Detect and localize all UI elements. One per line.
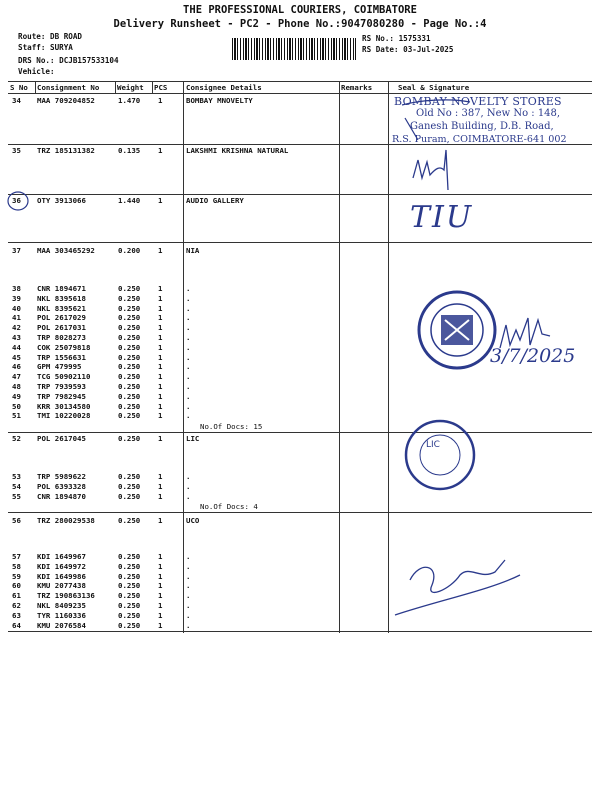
weight-cell: 0.250 [118, 284, 141, 293]
svg-text:LIC: LIC [426, 440, 440, 450]
weight-cell: 0.250 [118, 293, 141, 303]
column-header: Weight [117, 83, 144, 92]
rs-number: RS No.: 1575331 [362, 34, 431, 43]
pcs-cell: 1 [158, 411, 163, 421]
weight-cell: 0.250 [118, 434, 141, 443]
stamp-line3: Ganesh Building, D.B. Road, [410, 121, 554, 132]
stamp-line2: Old No : 387, New No : 148, [416, 108, 561, 119]
serial-cell: 63 [12, 610, 21, 620]
weight-cell: 0.250 [118, 411, 141, 421]
consignment-cell: CNR 1894671 [37, 284, 86, 293]
pcs-cell: 1 [158, 552, 163, 561]
serial-cell: 53 [12, 472, 21, 481]
pcs-cell: 1 [158, 303, 163, 313]
serial-cell: 44 [12, 342, 21, 352]
pcs-cell: 1 [158, 382, 163, 391]
consignment-cell: MAA 303465292 [37, 246, 95, 255]
pcs-cell: 1 [158, 96, 163, 105]
pcs-cell: 1 [158, 293, 163, 303]
pcs-cell: 1 [158, 391, 163, 401]
serial-cell: 56 [12, 516, 21, 525]
consignee-cell: . [186, 491, 191, 501]
consignee-cell: . [186, 342, 191, 352]
serial-cell: 38 [12, 284, 21, 293]
serial-cell: 34 [12, 96, 21, 105]
consignment-cell: MAA 709204852 [37, 96, 95, 105]
consignee-cell: . [186, 601, 191, 610]
signature-35 [413, 150, 448, 190]
serial-cell: 42 [12, 323, 21, 333]
consignee-cell: . [186, 552, 191, 561]
weight-cell: 0.250 [118, 571, 141, 581]
consignee-cell: . [186, 362, 191, 372]
weight-cell: 0.250 [118, 401, 141, 411]
consignment-cell: TRP 7982945 [37, 391, 86, 401]
consignment-cell: POL 2617045 [37, 434, 86, 443]
consignment-cell: NKL 8395621 [37, 303, 86, 313]
pcs-cell: 1 [158, 342, 163, 352]
serial-cell: 45 [12, 352, 21, 362]
consignee-cell: . [186, 610, 191, 620]
handwritten-tiu: TIU [410, 200, 474, 235]
serial-cell: 54 [12, 481, 21, 491]
rs-date: RS Date: 03-Jul-2025 [362, 45, 454, 54]
serial-cell: 58 [12, 561, 21, 571]
consignee-cell: BOMBAY MNOVELTY [186, 96, 253, 105]
weight-cell: 0.250 [118, 472, 141, 481]
consignment-cell: TRZ 280029538 [37, 516, 95, 525]
pcs-cell: 1 [158, 352, 163, 362]
consignment-cell: COK 25079818 [37, 342, 91, 352]
serial-cell: 50 [12, 401, 21, 411]
consignee-cell: . [186, 561, 191, 571]
weight-cell: 0.250 [118, 391, 141, 401]
consignment-cell: TCG 50902110 [37, 372, 91, 382]
consignee-cell: . [186, 293, 191, 303]
serial-cell: 39 [12, 293, 21, 303]
serial-cell: 52 [12, 434, 21, 443]
weight-cell: 0.250 [118, 481, 141, 491]
pcs-cell: 1 [158, 196, 163, 205]
pcs-cell: 1 [158, 571, 163, 581]
consignment-cell: TRZ 185131382 [37, 146, 95, 155]
column-header: S No [10, 83, 28, 92]
weight-cell: 0.250 [118, 620, 141, 630]
weight-cell: 0.250 [118, 491, 141, 501]
serial-cell: 37 [12, 246, 21, 255]
serial-cell: 47 [12, 372, 21, 382]
consignee-cell: . [186, 401, 191, 411]
serial-cell: 51 [12, 411, 21, 421]
consignee-cell: . [186, 382, 191, 391]
consignee-cell: . [186, 372, 191, 382]
weight-cell: 0.250 [118, 561, 141, 571]
consignee-cell: . [186, 411, 191, 421]
pcs-cell: 1 [158, 362, 163, 372]
pcs-cell: 1 [158, 146, 163, 155]
consignee-cell: LIC [186, 434, 200, 443]
pcs-cell: 1 [158, 372, 163, 382]
weight-cell: 0.250 [118, 333, 141, 342]
weight-cell: 0.250 [118, 372, 141, 382]
weight-cell: 1.470 [118, 96, 141, 105]
serial-cell: 57 [12, 552, 21, 561]
consignment-cell: NKL 8409235 [37, 601, 86, 610]
company-title: THE PROFESSIONAL COURIERS, COIMBATORE [183, 4, 417, 16]
column-header: PCS [154, 83, 168, 92]
consignee-cell: . [186, 391, 191, 401]
docs-count: No.Of Docs: 4 [200, 502, 258, 512]
serial-cell: 48 [12, 382, 21, 391]
runsheet-subtitle: Delivery Runsheet - PC2 - Phone No.:9047080280 - Page No.:4 [113, 18, 487, 30]
serial-cell: 41 [12, 313, 21, 323]
consignment-cell: KDI 1649972 [37, 561, 86, 571]
consignment-cell: TRP 8028273 [37, 333, 86, 342]
consignment-cell: TMI 10220028 [37, 411, 91, 421]
serial-cell: 62 [12, 601, 21, 610]
pcs-cell: 1 [158, 246, 163, 255]
serial-cell: 59 [12, 571, 21, 581]
consignment-cell: TRZ 190863136 [37, 591, 95, 601]
stamp-line4: R.S. Puram, COIMBATORE-641 002 [392, 134, 567, 145]
column-header: Consignment No [37, 83, 100, 92]
pcs-cell: 1 [158, 581, 163, 591]
signature-38 [500, 318, 550, 348]
vehicle-label: Vehicle: [18, 67, 55, 76]
consignment-cell: NKL 8395618 [37, 293, 86, 303]
consignment-cell: KMU 2077438 [37, 581, 86, 591]
consignee-cell: . [186, 303, 191, 313]
pcs-cell: 1 [158, 284, 163, 293]
weight-cell: 0.250 [118, 601, 141, 610]
weight-cell: 0.250 [118, 323, 141, 333]
stamp-scribble [402, 100, 470, 140]
weight-cell: 0.250 [118, 591, 141, 601]
weight-cell: 0.135 [118, 146, 141, 155]
weight-cell: 0.250 [118, 581, 141, 591]
weight-cell: 0.250 [118, 313, 141, 323]
handwritten-date: 3/7/2025 [490, 345, 576, 367]
column-header: Remarks [341, 83, 373, 92]
consignee-cell: . [186, 571, 191, 581]
pcs-cell: 1 [158, 472, 163, 481]
consignee-cell: . [186, 313, 191, 323]
pcs-cell: 1 [158, 401, 163, 411]
consignment-cell: POL 2617031 [37, 323, 86, 333]
consignee-cell: AUDIO GALLERY [186, 196, 244, 205]
consignee-cell: . [186, 352, 191, 362]
weight-cell: 0.250 [118, 342, 141, 352]
consignee-cell: . [186, 591, 191, 601]
weight-cell: 0.250 [118, 352, 141, 362]
pcs-cell: 1 [158, 434, 163, 443]
pcs-cell: 1 [158, 491, 163, 501]
consignment-cell: POL 2617029 [37, 313, 86, 323]
consignment-cell: KMU 2076584 [37, 620, 86, 630]
pcs-cell: 1 [158, 591, 163, 601]
serial-cell: 40 [12, 303, 21, 313]
consignee-cell: . [186, 581, 191, 591]
pcs-cell: 1 [158, 561, 163, 571]
pcs-cell: 1 [158, 516, 163, 525]
column-header: Consignee Details [186, 83, 262, 92]
weight-cell: 0.250 [118, 516, 141, 525]
weight-cell: 0.250 [118, 382, 141, 391]
consignment-cell: GPM 479995 [37, 362, 82, 372]
consignee-cell: . [186, 620, 191, 630]
pcs-cell: 1 [158, 481, 163, 491]
consignee-cell: LAKSHMI KRISHNA NATURAL [186, 146, 289, 155]
serial-cell: 55 [12, 491, 21, 501]
drs-label: DRS No.: DCJB157533104 [18, 56, 119, 65]
consignee-cell: . [186, 284, 191, 293]
serial-cell: 60 [12, 581, 21, 591]
pcs-cell: 1 [158, 601, 163, 610]
consignment-cell: TRP 1556631 [37, 352, 86, 362]
consignment-cell: KRR 30134580 [37, 401, 91, 411]
consignment-cell: POL 6393328 [37, 481, 86, 491]
consignee-cell: NIA [186, 246, 200, 255]
consignment-cell: TYR 1160336 [37, 610, 86, 620]
weight-cell: 0.250 [118, 552, 141, 561]
stamp-line1: BOMBAY NOVELTY STORES [394, 95, 562, 108]
consignment-cell: TRP 5989622 [37, 472, 86, 481]
docs-count: No.Of Docs: 15 [200, 422, 263, 432]
consignment-cell: KDI 1649986 [37, 571, 86, 581]
route-label: Route: DB ROAD [18, 32, 83, 41]
consignment-cell: CNR 1894870 [37, 491, 86, 501]
consignment-cell: OTY 3913066 [37, 196, 86, 205]
serial-cell: 35 [12, 146, 21, 155]
lic-seal-icon [406, 421, 474, 489]
weight-cell: 0.250 [118, 303, 141, 313]
pcs-cell: 1 [158, 323, 163, 333]
serial-cell: 36 [12, 196, 21, 205]
weight-cell: 0.250 [118, 362, 141, 372]
serial-cell: 46 [12, 362, 21, 372]
consignee-cell: . [186, 481, 191, 491]
pcs-cell: 1 [158, 313, 163, 323]
consignee-cell: . [186, 323, 191, 333]
pcs-cell: 1 [158, 610, 163, 620]
serial-cell: 43 [12, 333, 21, 342]
consignee-cell: . [186, 333, 191, 342]
column-header: Seal & Signature [398, 83, 470, 92]
serial-cell: 49 [12, 391, 21, 401]
weight-cell: 1.440 [118, 196, 141, 205]
weight-cell: 0.200 [118, 246, 141, 255]
consignment-cell: TRP 7939593 [37, 382, 86, 391]
consignee-cell: . [186, 472, 191, 481]
weight-cell: 0.250 [118, 610, 141, 620]
pcs-cell: 1 [158, 333, 163, 342]
serial-cell: 64 [12, 620, 21, 630]
pcs-cell: 1 [158, 620, 163, 630]
signature-57 [395, 560, 520, 615]
row-36-circle [8, 192, 28, 210]
serial-cell: 61 [12, 591, 21, 601]
staff-label: Staff: SURYA [18, 43, 73, 52]
consignee-cell: UCO [186, 516, 200, 525]
consignment-cell: KDI 1649967 [37, 552, 86, 561]
